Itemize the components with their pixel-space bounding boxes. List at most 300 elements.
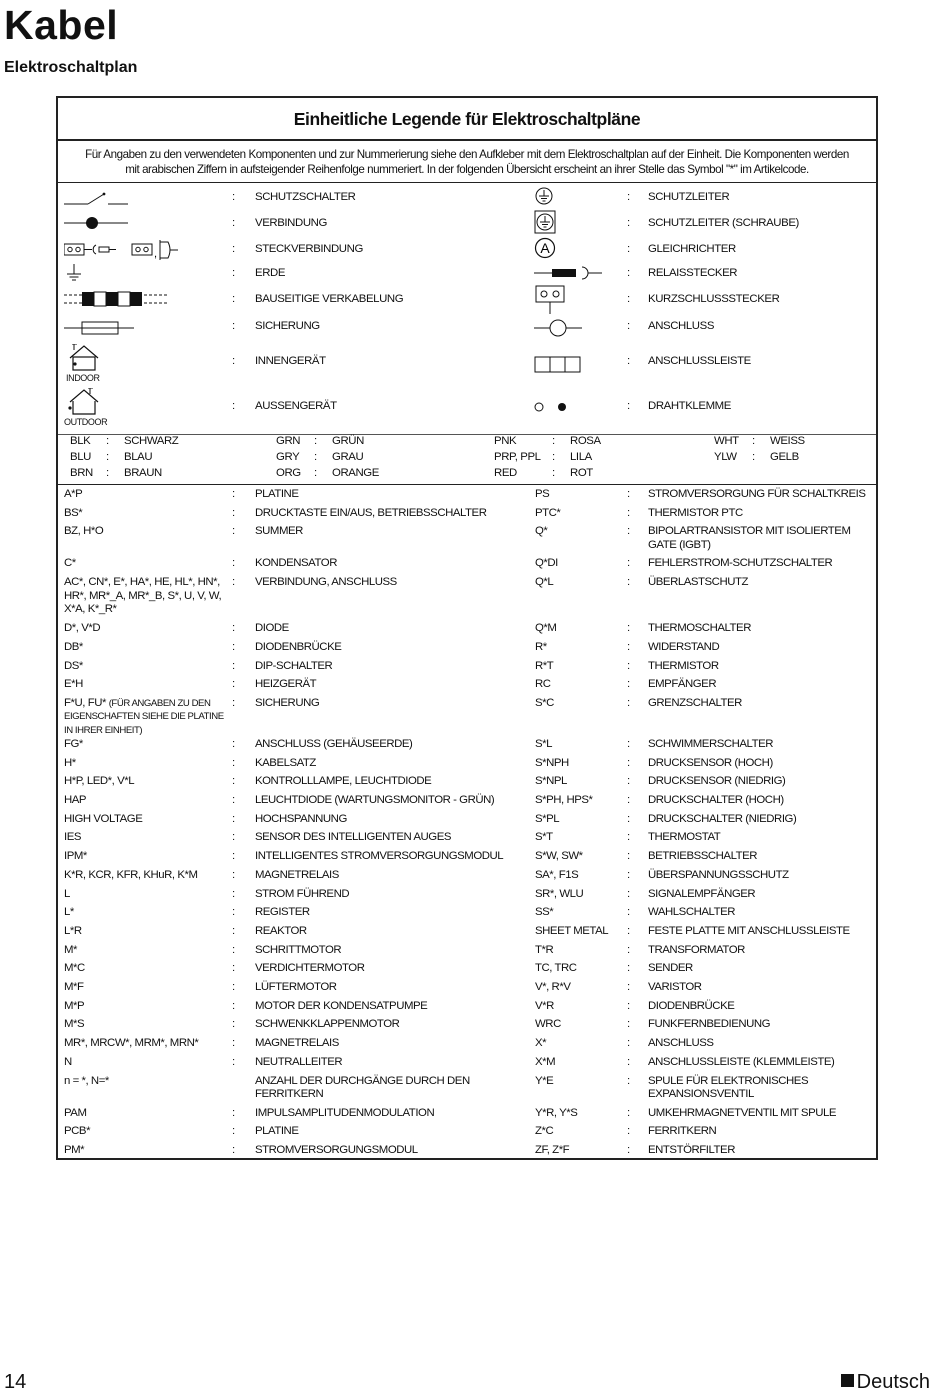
abbreviation-code [64, 1075, 226, 1089]
abbreviation-meaning: SCHWIMMERSCHALTER [648, 737, 774, 750]
colon: : [627, 1143, 630, 1156]
abbreviation-code [64, 1018, 226, 1032]
abbreviation-code: Q*L [535, 576, 554, 589]
colon: : [627, 576, 630, 589]
abbreviation-meaning: FERRITKERN [648, 1125, 717, 1138]
abbreviation-code [64, 697, 226, 738]
abbreviation-meaning: TRANSFORMATOR [648, 943, 745, 956]
colon: : [232, 1106, 235, 1119]
protective-earth-screw-icon [534, 210, 556, 234]
abbreviation-code-text: M*F [64, 981, 84, 993]
abbreviation-meaning: NEUTRALLEITER [255, 1055, 343, 1068]
symbol-label: AUSSENGERÄT [255, 400, 337, 412]
abbreviation-meaning: ANSCHLUSSLEISTE (KLEMMLEISTE) [648, 1055, 835, 1068]
abbreviation-code-text: BZ, H*O [64, 525, 104, 538]
abbreviation-code [64, 738, 226, 752]
abbreviation-meaning: ENTSTÖRFILTER [648, 1143, 735, 1156]
colon: : [627, 906, 630, 919]
colon: : [627, 794, 630, 806]
symbol-label: ERDE [255, 267, 286, 279]
abbreviation-meaning: EMPFÄNGER [648, 678, 717, 691]
abbreviation-meaning: ÜBERLASTSCHUTZ [648, 576, 749, 589]
abbreviation-code-text: M*P [64, 999, 85, 1012]
legend-frame [56, 96, 878, 1160]
colon: : [232, 775, 235, 788]
legend-title: Einheitliche Legende für Elektroschaltpläne [58, 98, 876, 141]
colon: : [232, 659, 235, 672]
colon: : [232, 488, 235, 500]
symbol-label: BAUSEITIGE VERKABELUNG [255, 293, 404, 305]
abbreviation-code-text: IES [64, 831, 82, 844]
abbreviation-code-text: C* [64, 557, 76, 570]
color-code: GRN [276, 435, 301, 447]
abbreviation-code-text: L [64, 887, 70, 900]
abbreviation-meaning: DIP-SCHALTER [255, 659, 333, 672]
symbol-label: DRAHTKLEMME [648, 400, 731, 412]
colon: : [627, 868, 630, 881]
colon: : [627, 1106, 630, 1119]
symbol-row [58, 286, 876, 312]
page-title: Kabel [4, 2, 119, 48]
fuse-icon [64, 318, 134, 338]
colon: : [232, 924, 235, 937]
symbol-label: SCHUTZLEITER [648, 191, 730, 203]
color-name: LILA [570, 451, 592, 463]
outdoor-house-icon [66, 388, 106, 416]
symbol-row [58, 316, 876, 342]
colon: : [627, 488, 630, 500]
terminal-strip-icon [534, 356, 582, 374]
colon: : [232, 1055, 235, 1068]
colon: : [627, 243, 630, 255]
abbreviation-meaning: FUNKFERNBEDIENUNG [648, 1018, 771, 1031]
colon: : [232, 191, 235, 203]
abbreviation-code: V*, R*V [535, 981, 571, 993]
abbreviation-code: S*PH, HPS* [535, 794, 593, 806]
colon: : [232, 320, 235, 332]
abbreviation-code-text: H*P, LED*, V*L [64, 775, 135, 788]
colon: : [627, 659, 630, 672]
abbreviation-code: S*L [535, 737, 553, 750]
colon: : [232, 887, 235, 900]
colon: : [232, 576, 235, 589]
abbreviation-code: Q*M [535, 622, 557, 635]
colon: : [232, 999, 235, 1012]
symbol-label: RELAISSTECKER [648, 267, 738, 279]
colon: : [627, 640, 630, 653]
abbreviation-meaning: BETRIEBSSCHALTER [648, 850, 758, 863]
colon: : [232, 696, 235, 709]
color-code: ORG [276, 467, 301, 479]
colon: : [232, 981, 235, 993]
colon: : [627, 191, 630, 203]
abbreviation-meaning: DIODENBRÜCKE [255, 640, 342, 653]
abbreviation-code: PTC* [535, 506, 561, 519]
abbreviation-meaning: LEUCHTDIODE (WARTUNGSMONITOR - GRÜN) [255, 794, 495, 806]
colon: : [627, 981, 630, 993]
abbreviation-meaning: DIODE [255, 622, 289, 635]
abbreviation-meaning: DIODENBRÜCKE [648, 999, 735, 1012]
square-bullet-icon [841, 1374, 854, 1387]
abbreviation-code-text: M*C [64, 962, 85, 975]
abbreviation-code [64, 906, 226, 920]
abbreviation-meaning: SCHRITTMOTOR [255, 943, 342, 956]
abbreviation-code [64, 641, 226, 655]
colon: : [232, 962, 235, 975]
colon: : [232, 267, 235, 279]
color-row [58, 467, 876, 483]
abbreviation-meaning: HEIZGERÄT [255, 678, 317, 691]
symbol-row [58, 184, 876, 210]
abbreviation-code: S*W, SW* [535, 850, 583, 863]
field-wiring-icon [64, 290, 168, 308]
abbreviation-code: R*T [535, 659, 554, 672]
abbreviation-code-text: M* [64, 943, 78, 956]
symbol-row [58, 386, 876, 432]
abbreviation-code [64, 622, 226, 636]
abbreviation-meaning: SUMMER [255, 525, 303, 538]
symbol-row [58, 262, 876, 288]
symbol-label: STECKVERBINDUNG [255, 243, 363, 255]
plug-connector-icon [64, 238, 180, 262]
abbreviation-meaning: SIGNALEMPFÄNGER [648, 887, 756, 900]
abbreviation-code: R* [535, 640, 547, 653]
abbreviation-code [64, 1037, 226, 1051]
colon: : [232, 400, 235, 412]
abbreviation-meaning: KABELSATZ [255, 756, 316, 769]
color-code: PRP, PPL [494, 451, 541, 463]
indoor-house-icon [66, 344, 106, 372]
abbreviation-meaning: STROMVERSORGUNG FÜR SCHALTKREIS [648, 488, 866, 500]
colon: : [314, 435, 317, 447]
language-text: Deutsch [856, 1371, 930, 1393]
protective-earth-icon [534, 186, 554, 206]
abbreviation-meaning: WAHLSCHALTER [648, 906, 736, 919]
abbreviation-meaning: STROM FÜHREND [255, 887, 350, 900]
colon: : [627, 775, 630, 788]
colon: : [232, 1018, 235, 1031]
abbreviation-code [64, 488, 226, 502]
abbreviation-code-text: D*, V*D [64, 622, 101, 635]
colon: : [232, 640, 235, 653]
abbreviation-code-text: L* [64, 906, 74, 919]
colon: : [627, 293, 630, 305]
color-row [58, 435, 876, 451]
colon: : [232, 1143, 235, 1156]
abbreviation-meaning: LÜFTERMOTOR [255, 981, 337, 993]
abbreviation-code [64, 831, 226, 845]
abbreviation-code: S*NPL [535, 775, 567, 788]
color-code: WHT [714, 435, 739, 447]
abbreviation-code-text: F*U, FU* [64, 696, 106, 709]
abbreviation-code: X*M [535, 1055, 556, 1068]
color-code: BRN [70, 467, 93, 479]
color-name: SCHWARZ [124, 435, 179, 447]
symbol-label: GLEICHRICHTER [648, 243, 736, 255]
abbreviation-code [64, 1056, 226, 1070]
wire-clamp-icon [534, 400, 568, 414]
abbreviation-meaning: KONDENSATOR [255, 557, 337, 570]
colon: : [627, 400, 630, 412]
colon: : [232, 506, 235, 519]
colon: : [232, 737, 235, 750]
abbreviation-code-text: PCB* [64, 1125, 91, 1138]
abbreviation-code: SHEET METAL [535, 924, 609, 937]
color-code: BLK [70, 435, 91, 447]
abbreviation-meaning: ÜBERSPANNUNGSSCHUTZ [648, 868, 789, 881]
abbreviation-code: TC, TRC [535, 962, 577, 975]
colon: : [627, 850, 630, 863]
colon: : [752, 451, 755, 463]
page-subtitle: Elektroschaltplan [4, 59, 138, 76]
colon: : [232, 756, 235, 769]
abbreviation-code: RC [535, 678, 551, 691]
abbreviation-code-text: IPM* [64, 850, 87, 863]
abbreviation-code-text: BS* [64, 506, 83, 519]
symbol-row [58, 342, 876, 386]
colon: : [232, 1125, 235, 1138]
colon: : [232, 557, 235, 570]
abbreviation-meaning: FESTE PLATTE MIT ANSCHLUSSLEISTE [648, 924, 850, 937]
abbreviation-meaning: WIDERSTAND [648, 640, 720, 653]
colon: : [627, 320, 630, 332]
intro-line-1: Für Angaben zu den verwendeten Komponenten und zur Nummerierung siehe den Aufkleber mit dem Elektroschaltplan auf der Einheit. Die Komponenten werden [85, 148, 849, 161]
abbreviation-code [64, 850, 226, 864]
abbreviation-meaning: MOTOR DER KONDENSATPUMPE [255, 999, 428, 1012]
abbreviation-code-text: HAP [64, 794, 87, 806]
colon: : [627, 831, 630, 844]
colon: : [232, 355, 235, 367]
symbol-label: KURZSCHLUSSSTECKER [648, 293, 780, 305]
abbreviation-meaning: SENDER [648, 962, 693, 975]
abbreviation-code-text: MR*, MRCW*, MRM*, MRN* [64, 1037, 199, 1050]
abbreviation-meaning: ANZAHL DER DURCHGÄNGE DURCH DEN FERRITKERN [255, 1074, 470, 1100]
colon: : [232, 868, 235, 881]
color-name: ROT [570, 467, 593, 479]
colon: : [232, 622, 235, 635]
symbol-row [58, 236, 876, 262]
abbreviation-meaning: VARISTOR [648, 981, 702, 993]
earth-icon [64, 262, 84, 284]
colon: : [232, 906, 235, 919]
abbreviation-code [64, 888, 226, 902]
rectifier-icon [534, 237, 556, 259]
abbreviation-code-text: AC*, CN*, E*, HA*, HE, HL*, HN*, HR*, MR*_A, MR*_B, S*, U, V, W, X*A, K*_R* [64, 576, 222, 616]
colon: : [627, 756, 630, 769]
abbreviation-code [64, 775, 226, 789]
color-name: GRAU [332, 451, 364, 463]
colon: : [627, 525, 630, 538]
abbreviation-code-text: PAM [64, 1106, 87, 1119]
colon: : [627, 622, 630, 635]
abbreviation-meaning: THERMISTOR PTC [648, 506, 743, 519]
symbol-label: VERBINDUNG [255, 217, 327, 229]
outdoor-caption: OUTDOOR [64, 417, 108, 427]
abbreviation-code-text: H* [64, 756, 76, 769]
abbreviation-meaning: THERMISTOR [648, 659, 719, 672]
abbreviation-meaning: DRUCKSCHALTER (NIEDRIG) [648, 812, 797, 825]
colon: : [627, 696, 630, 709]
abbreviation-code [64, 1144, 226, 1158]
abbreviation-code [64, 757, 226, 771]
colon: : [627, 506, 630, 519]
color-code: GRY [276, 451, 300, 463]
abbreviation-code: SA*, F1S [535, 868, 579, 881]
abbreviation-meaning: SENSOR DES INTELLIGENTEN AUGES [255, 831, 452, 844]
color-name: GELB [770, 451, 799, 463]
abbreviation-meaning: PLATINE [255, 1125, 299, 1138]
abbreviation-code [64, 981, 226, 995]
abbreviation-code-text: K*R, KCR, KFR, KHuR, K*M [64, 868, 198, 881]
abbreviation-code: S*PL [535, 812, 560, 825]
abbreviation-meaning: THERMOSCHALTER [648, 622, 751, 635]
abbreviation-meaning: REGISTER [255, 906, 310, 919]
colon: : [232, 850, 235, 863]
abbreviation-meaning: PLATINE [255, 488, 299, 500]
abbreviation-meaning: HOCHSPANNUNG [255, 812, 347, 825]
junction-icon [64, 212, 128, 234]
colon: : [627, 962, 630, 975]
colon: : [627, 678, 630, 691]
abbreviation-meaning: IMPULSAMPLITUDENMODULATION [255, 1106, 435, 1119]
indoor-caption: INDOOR [66, 373, 100, 383]
colon: : [627, 924, 630, 937]
abbreviation-code: Q* [535, 525, 548, 538]
color-row [58, 451, 876, 467]
intro-line-2: mit arabischen Ziffern in aufsteigender Reihenfolge nummeriert. In der folgenden Übersicht erscheint an ihrer Stelle das Symbol "*" im Artikelcode. [125, 163, 809, 176]
color-name: ORANGE [332, 467, 379, 479]
abbreviation-meaning: BIPOLARTRANSISTOR MIT ISOLIERTEM GATE (IGBT) [648, 525, 851, 551]
abbreviation-code: V*R [535, 999, 554, 1012]
abbreviation-code: PS [535, 488, 550, 500]
abbreviation-code: Q*DI [535, 557, 558, 570]
symbol-label: SCHUTZLEITER (SCHRAUBE) [648, 217, 799, 229]
colon: : [314, 467, 317, 479]
abbreviation-code: WRC [535, 1018, 561, 1031]
abbreviation-code-text: E*H [64, 678, 83, 691]
svg-text:,: , [154, 248, 158, 260]
color-name: WEISS [770, 435, 805, 447]
abbreviation-code [64, 869, 226, 883]
symbol-label: INNENGERÄT [255, 355, 326, 367]
rectifier-glyph: A [540, 240, 550, 256]
colon: : [627, 1037, 630, 1050]
colon: : [627, 1018, 630, 1031]
abbreviation-code: SS* [535, 906, 554, 919]
abbreviation-meaning: THERMOSTAT [648, 831, 721, 844]
abbreviation-code-text: L*R [64, 924, 82, 937]
color-code: RED [494, 467, 517, 479]
abbreviation-meaning: SICHERUNG [255, 696, 320, 709]
abbreviation-code-text: HIGH VOLTAGE [64, 812, 143, 825]
colon: : [627, 887, 630, 900]
abbreviation-code: S*NPH [535, 756, 569, 769]
colon: : [552, 435, 555, 447]
abbreviation-meaning: GRENZSCHALTER [648, 696, 742, 709]
symbol-label: SICHERUNG [255, 320, 320, 332]
symbol-label: ANSCHLUSSLEISTE [648, 355, 751, 367]
color-name: GRÜN [332, 435, 364, 447]
abbreviation-note: (FÜR ANGABEN ZU DEN EIGENSCHAFTEN SIEHE DIE PLATINE IN IHRER EINHEIT) [64, 697, 224, 736]
terminal-icon [534, 318, 584, 338]
colon: : [232, 217, 235, 229]
abbreviation-code [64, 794, 226, 808]
colon: : [232, 794, 235, 806]
abbreviation-meaning: ANSCHLUSS (GEHÄUSEERDE) [255, 737, 413, 750]
abbreviation-meaning: KONTROLLLAMPE, LEUCHTDIODE [255, 775, 432, 788]
colon: : [552, 467, 555, 479]
colon: : [232, 831, 235, 844]
colon: : [106, 467, 109, 479]
abbreviation-code [64, 525, 226, 539]
colon: : [232, 525, 235, 538]
abbreviation-code [64, 1125, 226, 1139]
abbreviation-meaning: MAGNETRELAIS [255, 1037, 339, 1050]
abbreviation-meaning: VERDICHTERMOTOR [255, 962, 365, 975]
abbreviation-meaning: MAGNETRELAIS [255, 868, 339, 881]
colon: : [232, 243, 235, 255]
colon: : [552, 451, 555, 463]
colon: : [232, 943, 235, 956]
abbreviation-code [64, 576, 226, 617]
symbol-row [58, 210, 876, 236]
colon: : [752, 435, 755, 447]
relay-connector-icon [534, 264, 604, 282]
colon: : [627, 812, 630, 825]
abbreviation-code [64, 962, 226, 976]
abbreviation-meaning: UMKEHRMAGNETVENTIL MIT SPULE [648, 1106, 837, 1119]
abbreviation-code: Y*E [535, 1074, 554, 1087]
abbreviation-code: T*R [535, 943, 554, 956]
colon: : [314, 451, 317, 463]
switch-icon [64, 186, 128, 208]
abbreviation-table [58, 485, 876, 1158]
abbreviation-meaning: DRUCKSENSOR (NIEDRIG) [648, 775, 786, 788]
abbreviation-meaning: FEHLERSTROM-SCHUTZSCHALTER [648, 557, 833, 570]
symbol-legend [58, 184, 876, 435]
wire-color-table [58, 434, 876, 485]
abbreviation-code: Y*R, Y*S [535, 1106, 578, 1119]
colon: : [232, 1037, 235, 1050]
color-code: BLU [70, 451, 91, 463]
abbreviation-meaning: DRUCKSCHALTER (HOCH) [648, 794, 784, 806]
abbreviation-code: X* [535, 1037, 547, 1050]
abbreviation-code: ZF, Z*F [535, 1143, 570, 1156]
abbreviation-code [64, 678, 226, 692]
short-circuit-connector-icon [534, 284, 566, 316]
colon: : [627, 737, 630, 750]
abbreviation-meaning: SCHWENKKLAPPENMOTOR [255, 1018, 400, 1031]
abbreviation-code-text: DS* [64, 659, 83, 672]
colon: : [627, 557, 630, 570]
abbreviation-code-text: n = *, N=* [64, 1074, 109, 1087]
abbreviation-code [64, 507, 226, 521]
color-name: BRAUN [124, 467, 162, 479]
abbreviation-meaning: DRUCKSENSOR (HOCH) [648, 756, 773, 769]
abbreviation-code-text: FG* [64, 737, 83, 750]
abbreviation-meaning: SPULE FÜR ELEKTRONISCHES EXPANSIONSVENTIL [648, 1074, 809, 1100]
abbreviation-meaning: DRUCKTASTE EIN/AUS, BETRIEBSSCHALTER [255, 506, 487, 519]
abbreviation-code: S*T [535, 831, 553, 844]
colon: : [627, 355, 630, 367]
colon: : [627, 1125, 630, 1138]
abbreviation-code-text: DB* [64, 640, 83, 653]
colon: : [106, 451, 109, 463]
colon: : [627, 1055, 630, 1068]
abbreviation-code-text: N [64, 1055, 72, 1068]
symbol-label: ANSCHLUSS [648, 320, 715, 332]
abbreviation-code [64, 944, 226, 958]
